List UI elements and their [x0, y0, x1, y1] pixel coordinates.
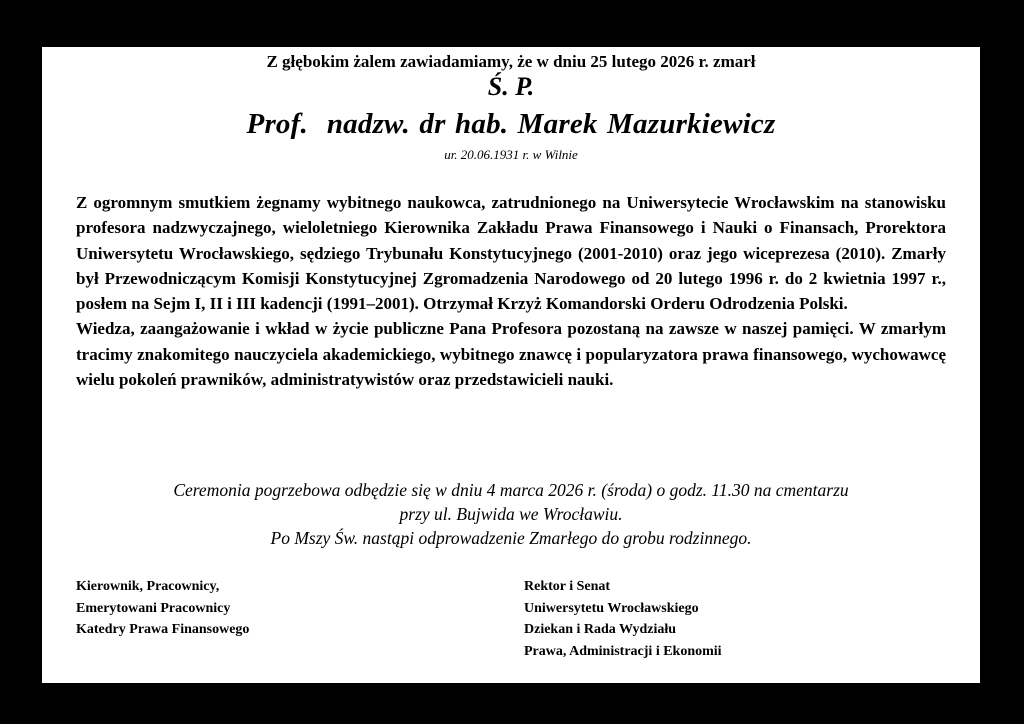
signature-line: Uniwersytetu Wrocławskiego — [524, 600, 699, 616]
ceremony-line: Ceremonia pogrzebowa odbędzie się w dniu 4 marca 2026 r. (środa) o godz. 11.30 na cmentarzu — [173, 480, 849, 500]
signature-line: Dziekan i Rada Wydziału — [524, 622, 677, 637]
ceremony-line: Po Mszy Św. nastąpi odprowadzenie Zmarłego do grobu rodzinnego. — [270, 528, 752, 548]
signature-right — [524, 576, 722, 662]
signature-line: Rektor i Senat — [524, 579, 611, 594]
deceased-name: Prof. nadzw. dr hab. Marek Mazurkiewicz — [246, 108, 776, 140]
body-paragraph: Z ogromnym smutkiem żegnamy wybitnego naukowca, zatrudnionego na Uniwersytecie Wrocławskim na stanowisku profesora nadzwyczajnego, wieloletniego Kierownika Zakładu Prawa Finansowego i Nauki o Finansach, Prorektora Uniwersytetu Wrocławskiego, sędziego Trybunału Konstytucyjnego (2001-2010) oraz jego wiceprezesa (2010). Zmarły był Przewodniczącym Komisji Konstytucyjnej Zgromadzenia Narodowego od 20 lutego 1996 r. do 2 kwietnia 1997 r., posłem na Sejm I, II i III kadencji (1991–2001). Otrzymał Krzyż Komandorski Orderu Odrodzenia Polski. — [76, 193, 946, 314]
birth-info: ur. 20.06.1931 r. w Wilnie — [444, 147, 578, 162]
obituary-page — [42, 47, 980, 683]
signature-line: Prawa, Administracji i Ekonomii — [524, 643, 722, 659]
body-paragraph: Wiedza, zaangażowanie i wkład w życie publiczne Pana Profesora pozostaną na zawsze w naszej pamięci. W zmarłym tracimy znakomitego nauczyciela akademickiego, wybitnego znawcę i popularyzatora prawa finansowego, wychowawcę wielu pokoleń prawników, administratywistów oraz przedstawicieli nauki. — [76, 319, 946, 390]
signature-line: Emerytowani Pracownicy — [76, 600, 231, 616]
signature-left — [76, 576, 249, 641]
intro-line: Z głębokim żalem zawiadamiamy, że w dniu 25 lutego 2026 r. zmarł — [266, 52, 756, 71]
ceremony-info — [42, 478, 980, 550]
honorific: Ś. P. — [487, 72, 535, 101]
signature-line: Katedry Prawa Finansowego — [76, 622, 250, 637]
ceremony-line: przy ul. Bujwida we Wrocławiu. — [399, 504, 623, 524]
signature-line: Kierownik, Pracownicy, — [76, 579, 220, 594]
obituary-body — [76, 190, 946, 392]
